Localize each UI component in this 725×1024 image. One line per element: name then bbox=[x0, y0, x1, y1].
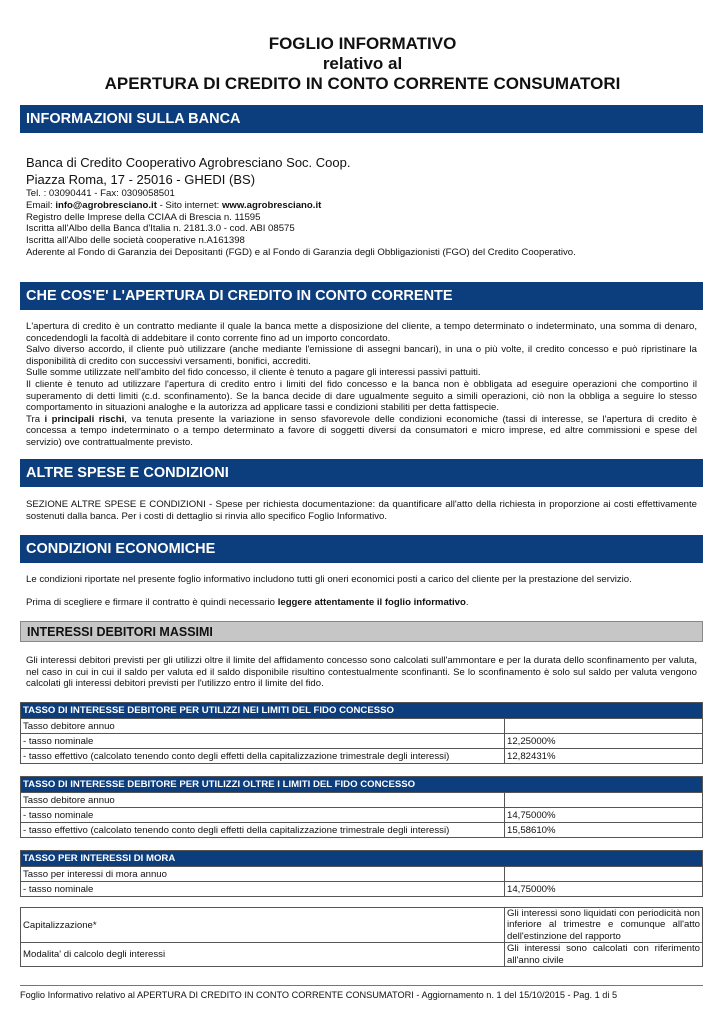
condition-label: Capitalizzazione* bbox=[21, 908, 505, 943]
table-row bbox=[21, 943, 703, 967]
table-row bbox=[21, 882, 703, 897]
title-line-2: relativo al bbox=[322, 54, 403, 73]
table-row bbox=[21, 823, 703, 838]
table-row bbox=[21, 734, 703, 749]
what-is-paragraph: L'apertura di credito è un contratto mediante il quale la banca mette a disposizione del cliente, a tempo determinato o indeterminato, una somma di denaro, concedendogli la facoltà di addebitare il conto corrente fino ad un importo concordato. bbox=[26, 321, 697, 344]
what-is-paragraph: Salvo diverso accordo, il cliente può utilizzare (anche mediante l'emissione di assegni bancari), in una o più volte, il credito concesso e può ripristinare la disponibilità di credito con successivi versamenti, bonifici, accrediti. bbox=[26, 344, 697, 367]
bank-info-block bbox=[26, 154, 696, 259]
economic-bold: leggere attentamente il foglio informativo bbox=[277, 597, 466, 608]
table-cell-empty bbox=[505, 867, 703, 882]
table-title: TASSO DI INTERESSE DEBITORE PER UTILIZZI OLTRE I LIMITI DEL FIDO CONCESSO bbox=[21, 777, 703, 793]
max-interest-text: Gli interessi debitori previsti per gli utilizzi oltre il limite del affidamento concesso sono calcolati sull'ammontare e per la durata dello sconfinamento per valuta, nel caso in cui in cui il saldo per valuta ed il saldo disponibile risultino contestualmente sconfinanti. Se lo sconfinamento è solo sul saldo per valuta vengono calcolati gli interessi debitori previsti per l'utilizzo entro il limite del fido. bbox=[26, 655, 697, 690]
bank-address: Piazza Roma, 17 - 25016 - GHEDI (BS) bbox=[26, 172, 256, 187]
rate-label: - tasso effettivo (calcolato tenendo conto degli effetti della capitalizzazione trimestrale degli interessi) bbox=[21, 823, 505, 838]
what-is-paragraph: Sulle somme utilizzate nell'ambito del fido concesso, il cliente è tenuto a pagare gli interessi passivi pattuiti. bbox=[26, 367, 481, 379]
footer-divider bbox=[20, 985, 703, 986]
risks-bold: i principali rischi bbox=[44, 413, 125, 425]
what-is-text bbox=[26, 321, 697, 449]
table-title: TASSO DI INTERESSE DEBITORE PER UTILIZZI NEI LIMITI DEL FIDO CONCESSO bbox=[21, 703, 703, 719]
economic-paragraph-1: Le condizioni riportate nel presente foglio informativo includono tutti gli oneri economici posti a carico del cliente per la prestazione del servizio. bbox=[26, 574, 632, 585]
bank-email-link[interactable]: info@agrobresciano.it bbox=[55, 199, 157, 211]
bank-phone: Tel. : 03090441 - Fax: 0309058501 bbox=[26, 188, 175, 199]
title-line-3: APERTURA DI CREDITO IN CONTO CORRENTE CONSUMATORI bbox=[104, 74, 621, 93]
risks-paragraph bbox=[26, 414, 697, 449]
site-label: - Sito internet: bbox=[156, 199, 222, 211]
rate-label: - tasso effettivo (calcolato tenendo conto degli effetti della capitalizzazione trimestrale degli interessi) bbox=[21, 749, 505, 764]
table-row bbox=[21, 908, 703, 943]
email-label: Email: bbox=[26, 199, 56, 211]
bank-registry: Registro delle Imprese della CCIAA di Brescia n. 11595 bbox=[26, 211, 261, 223]
table-subheading: Tasso per interessi di mora annuo bbox=[21, 867, 505, 882]
subsection-header-max-interest: INTERESSI DEBITORI MASSIMI bbox=[20, 621, 703, 642]
economic-text-end: . bbox=[465, 597, 469, 608]
table-row bbox=[21, 749, 703, 764]
capitalization-table bbox=[20, 907, 703, 967]
other-fees-text: SEZIONE ALTRE SPESE E CONDIZIONI - Spese per richiesta documentazione: da quantificare all'atto della richiesta in proporzione ai costi effettivamente sostenuti dalla banca. Per i costi di dettaglio si rinvia allo specifico Foglio Informativo. bbox=[26, 499, 697, 522]
rate-table-within-limits bbox=[20, 702, 703, 764]
bank-coop: Iscritta all'Albo delle società cooperative n.A161398 bbox=[26, 235, 245, 247]
risks-text-start: Tra bbox=[26, 413, 45, 425]
bank-website-link[interactable]: www.agrobresciano.it bbox=[221, 199, 322, 211]
table-row bbox=[21, 793, 703, 808]
rate-label: - tasso nominale bbox=[21, 734, 505, 749]
table-row bbox=[21, 719, 703, 734]
table-title: TASSO PER INTERESSI DI MORA bbox=[21, 851, 703, 867]
bank-fund: Aderente al Fondo di Garanzia dei Depositanti (FGD) e al Fondo di Garanzia degli Obbligazionisti (FGO) del Credito Cooperativo. bbox=[26, 246, 576, 258]
rate-label: - tasso nominale bbox=[21, 882, 505, 897]
economic-text-start: Prima di scegliere e firmare il contratto è quindi necessario bbox=[26, 597, 278, 608]
section-header-other-fees: ALTRE SPESE E CONDIZIONI bbox=[20, 459, 703, 487]
section-header-what-is: CHE COS'E' L'APERTURA DI CREDITO IN CONTO CORRENTE bbox=[20, 282, 703, 310]
bank-contacts bbox=[26, 200, 696, 212]
rate-value: 12,25000% bbox=[505, 734, 703, 749]
title-line-1: FOGLIO INFORMATIVO bbox=[268, 34, 457, 53]
condition-label: Modalita' di calcolo degli interessi bbox=[21, 943, 505, 967]
bank-name: Banca di Credito Cooperativo Agrobresciano Soc. Coop. bbox=[26, 155, 351, 170]
bank-albo: Iscritta all'Albo della Banca d'Italia n. 2181.3.0 - cod. ABI 08575 bbox=[26, 223, 295, 235]
economic-paragraph-2 bbox=[26, 597, 697, 609]
section-header-economic: CONDIZIONI ECONOMICHE bbox=[20, 535, 703, 563]
table-cell-empty bbox=[505, 719, 703, 734]
condition-value: Gli interessi sono liquidati con periodicità non inferiore al trimestre e comunque all'atto dell'estinzione del rapporto bbox=[505, 908, 703, 943]
rate-value: 15,58610% bbox=[505, 823, 703, 838]
document-title bbox=[0, 34, 725, 94]
table-subheading: Tasso debitore annuo bbox=[21, 793, 505, 808]
page-footer: Foglio Informativo relativo al APERTURA DI CREDITO IN CONTO CORRENTE CONSUMATORI - Aggiornamento n. 1 del 15/10/2015 - Pag. 1 di 5 bbox=[20, 990, 618, 1000]
rate-value: 14,75000% bbox=[505, 882, 703, 897]
section-header-bank-info: INFORMAZIONI SULLA BANCA bbox=[20, 105, 703, 133]
rate-table-beyond-limits bbox=[20, 776, 703, 838]
rate-label: - tasso nominale bbox=[21, 808, 505, 823]
rate-table-mora bbox=[20, 850, 703, 897]
rate-value: 12,82431% bbox=[505, 749, 703, 764]
risks-text-end: , va tenuta presente la variazione in senso sfavorevole delle condizioni economiche (tassi di interesse, se l'apertura di credito è concessa a tempo indeterminato o a tempo determinato a favore di soggetti diversi da consumatori e micro imprese, ed altre commissioni e spese del servizio) ove contrattualmente previsto. bbox=[26, 413, 697, 448]
table-subheading: Tasso debitore annuo bbox=[21, 719, 505, 734]
table-row bbox=[21, 808, 703, 823]
what-is-paragraph: Il cliente è tenuto ad utilizzare l'apertura di credito entro i limiti del fido concesso e la banca non è obbligata ad eseguire operazioni che comportino il superamento di detti limiti (c.d. sconfinamento). Se la banca decide di dare ugualmente seguito a simili operazioni, ciò non la obbliga a seguire lo stesso comportamento in situazioni analoghe e la autorizza ad applicare tassi e condizioni stabiliti per detta fattispecie. bbox=[26, 378, 697, 414]
table-row bbox=[21, 867, 703, 882]
rate-value: 14,75000% bbox=[505, 808, 703, 823]
table-cell-empty bbox=[505, 793, 703, 808]
condition-value: Gli interessi sono calcolati con riferimento all'anno civile bbox=[505, 943, 703, 967]
